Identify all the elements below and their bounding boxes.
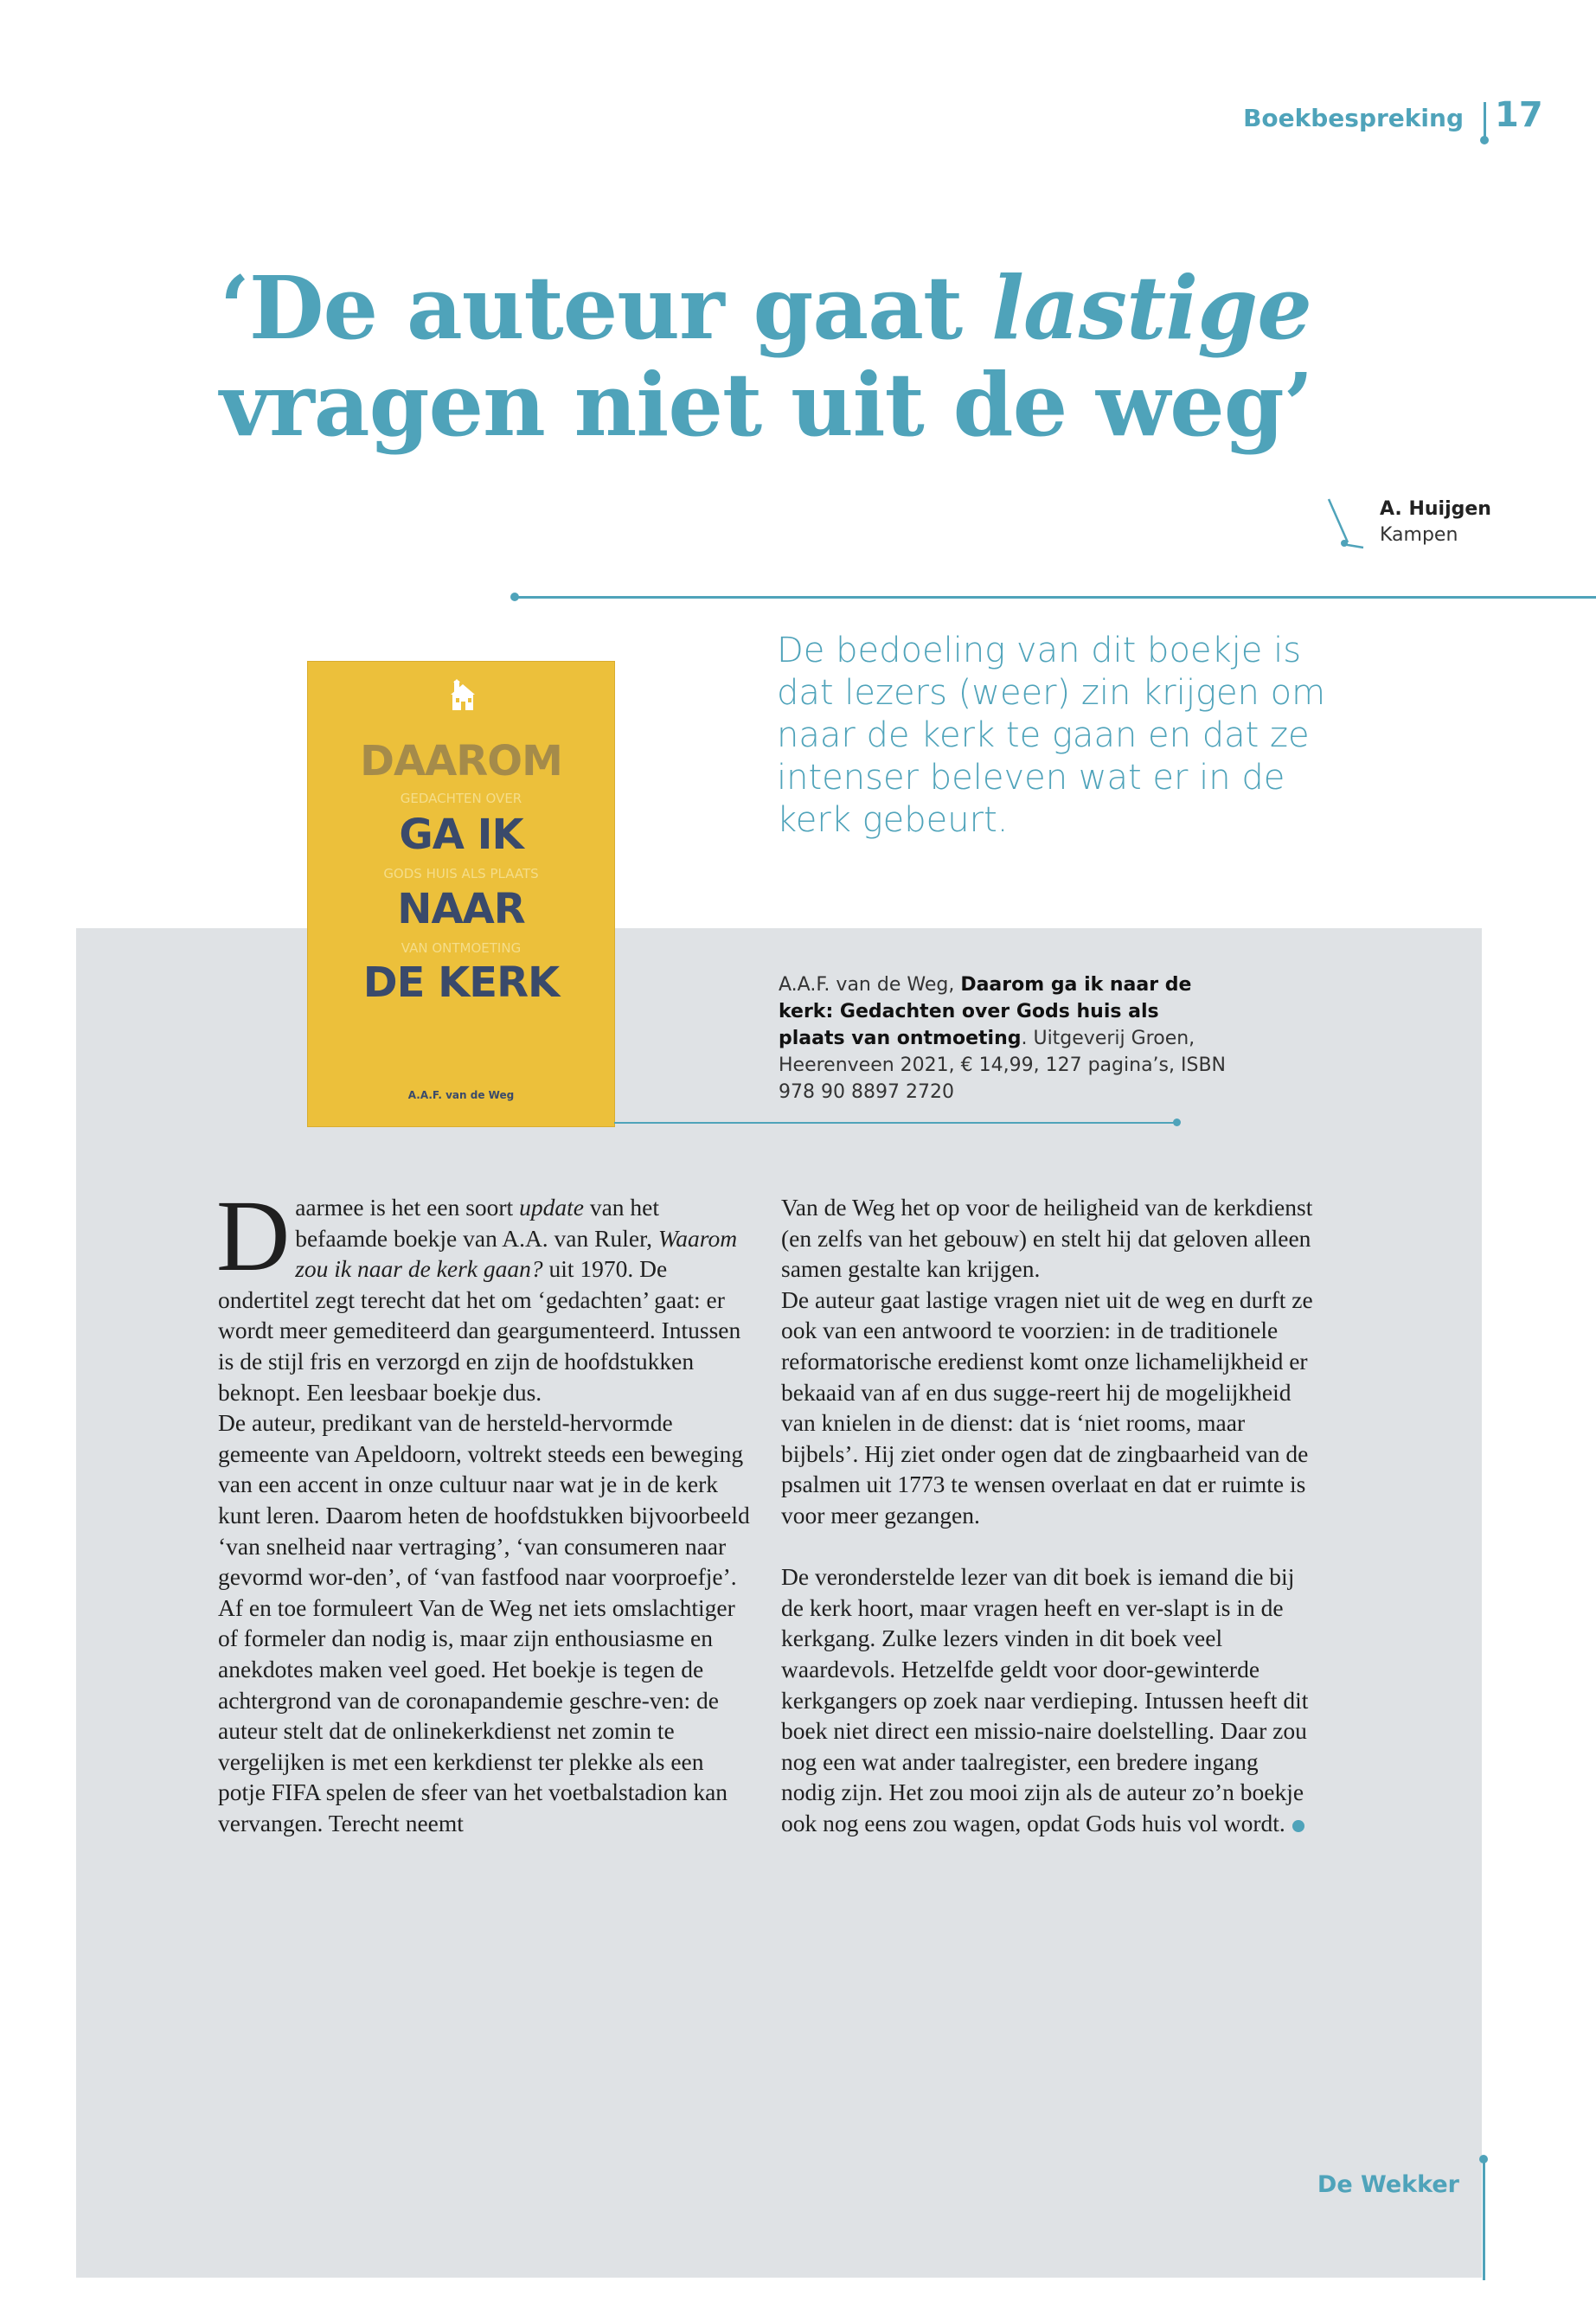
page-number: 17: [1495, 95, 1543, 135]
book-title-line2: GA IK: [399, 811, 523, 859]
horizontal-rule: [515, 596, 1596, 599]
body-text: De veronderstelde lezer van dit boek is iemand die bij de kerk hoort, maar vragen heeft en ver-slapt is in de kerkgang. Zulke lezers vinden in dit boek veel waardevols. Hetzelfde geldt voor door-gewinterde kerkgangers op zoek naar verdieping. Intussen heeft dit boek niet direct een missio-naire doelstelling. Daar zou nog een wat ander taalregister, een bredere ingang nodig zijn. Het zou mooi zijn als de auteur zo’n boekje ook nog eens zou wagen, opdat Gods huis vol wordt.: [781, 1563, 1309, 1836]
footer-divider: [1483, 2159, 1485, 2280]
footer-divider-dot: [1479, 2155, 1488, 2163]
body-paragraph: [216, 1179, 754, 1407]
end-mark-icon: [1292, 1820, 1304, 1832]
book-subtitle-line2: GODS HUIS ALS PLAATS: [383, 866, 539, 881]
book-details-title: Daarom ga ik naar de kerk: Gedachten over Gods huis als plaats van ontmoeting: [779, 974, 1192, 1049]
author-pointer-icon: [1324, 496, 1365, 551]
body-text: uit 1970. De ondertitel zegt terecht dat het om ‘gedachten’ gaat: er wordt meer gemediteerd dan geargumenteerd. Intussen is de stijl fris en verzorgd en zijn de hoofdstukken beknopt. Een leesbaar boekje dus.: [218, 1255, 741, 1406]
header-divider: [1484, 102, 1486, 140]
book-title-line3: NAAR: [397, 885, 525, 933]
body-column-right: [781, 1192, 1317, 1838]
header-divider-dot: [1480, 136, 1489, 144]
book-cover-author: A.A.F. van de Weg: [407, 1089, 515, 1101]
book-cover: [308, 662, 614, 1126]
section-label: Boekbespreking: [1243, 104, 1464, 132]
magazine-name: De Wekker: [1317, 2171, 1459, 2198]
book-details-author: A.A.F. van de Weg,: [779, 974, 961, 996]
body-paragraph: [781, 1561, 1317, 1838]
article-title: [220, 257, 1431, 456]
book-title-line4: DE KERK: [362, 958, 560, 1007]
book-subtitle-line1: GEDACHTEN OVER: [400, 791, 522, 806]
horizontal-rule-dot: [510, 593, 519, 601]
author-name: A. Huijgen: [1380, 498, 1491, 520]
body-column-left: [216, 1179, 754, 1838]
pull-quote: De bedoeling van dit boekje is dat lezers (weer) zin krijgen om naar de kerk te gaan en dat ze intenser beleven wat er in de kerk gebeurt.: [777, 631, 1326, 840]
church-icon: [444, 679, 478, 714]
body-paragraph: De auteur, predikant van de hersteld-hervormde gemeente van Apeldoorn, voltrekt steeds een beweging van een accent in onze cultuur naar wat je in de kerk kunt leren. Daarom heten de hoofdstukken bijvoorbeeld ‘van snelheid naar vertraging’, ‘van consumeren naar gevormd wor-den’, of ‘van fastfood naar voorproefje’. Af en toe formuleert Van de Weg net iets omslachtiger of formeler dan nodig is, maar zijn enthousiasme en anekdotes maken veel goed. Het boekje is tegen de achtergrond van de coronapandemie geschre-ven: de auteur stelt dat de onlinekerkdienst net zomin te vergelijken is met een kerkdienst ter plekke als een potje FIFA spelen de sfeer van het voetbalstadion kan vervangen. Terecht neemt: [218, 1409, 750, 1836]
body-text: van het befaamde boekje van A.A. van Ruler,: [295, 1194, 659, 1252]
author-place: Kampen: [1380, 524, 1458, 546]
book-details-rule: [614, 1122, 1178, 1124]
title-line2: vragen niet uit de weg’: [220, 354, 1313, 456]
book-details-rule-dot: [1173, 1118, 1181, 1126]
body-text-italic: Waarom zou ik naar de kerk gaan?: [295, 1224, 738, 1283]
body-text-italic: update: [519, 1194, 584, 1221]
book-details-publisher: . Uitgeverij Groen, Heerenveen 2021, € 14,99, 127 pagina’s, ISBN 978 90 8897 2720: [779, 1028, 1226, 1103]
book-subtitle-line3: VAN ONTMOETING: [401, 940, 522, 956]
drop-cap: D: [216, 1179, 291, 1292]
body-paragraph: Van de Weg het op voor de heiligheid van de kerkdienst (en zelfs van het gebouw) en stelt hij dat geloven alleen samen gestalte kan krijgen.: [781, 1194, 1313, 1283]
body-text: aarmee is het een soort: [295, 1194, 520, 1221]
book-title-line1: DAAROM: [360, 737, 562, 785]
body-paragraph: De auteur gaat lastige vragen niet uit de weg en durft ze ook van een antwoord te voorzien: in de traditionele reformatorische eredienst komt onze lichamelijkheid er bekaaid van af en dus sugge-reert hij de mogelijkheid van knielen in de dienst: dat is ‘niet rooms, maar bijbels’. Hij ziet onder ogen dat de zingbaarheid van de psalmen uit 1773 te wensen overlaat en dat er ruimte is voor meer gezangen.: [781, 1285, 1313, 1529]
title-line1-italic: lastige: [991, 257, 1311, 359]
title-line1-start: ‘De auteur gaat: [220, 257, 992, 359]
book-details: [779, 971, 1228, 1106]
